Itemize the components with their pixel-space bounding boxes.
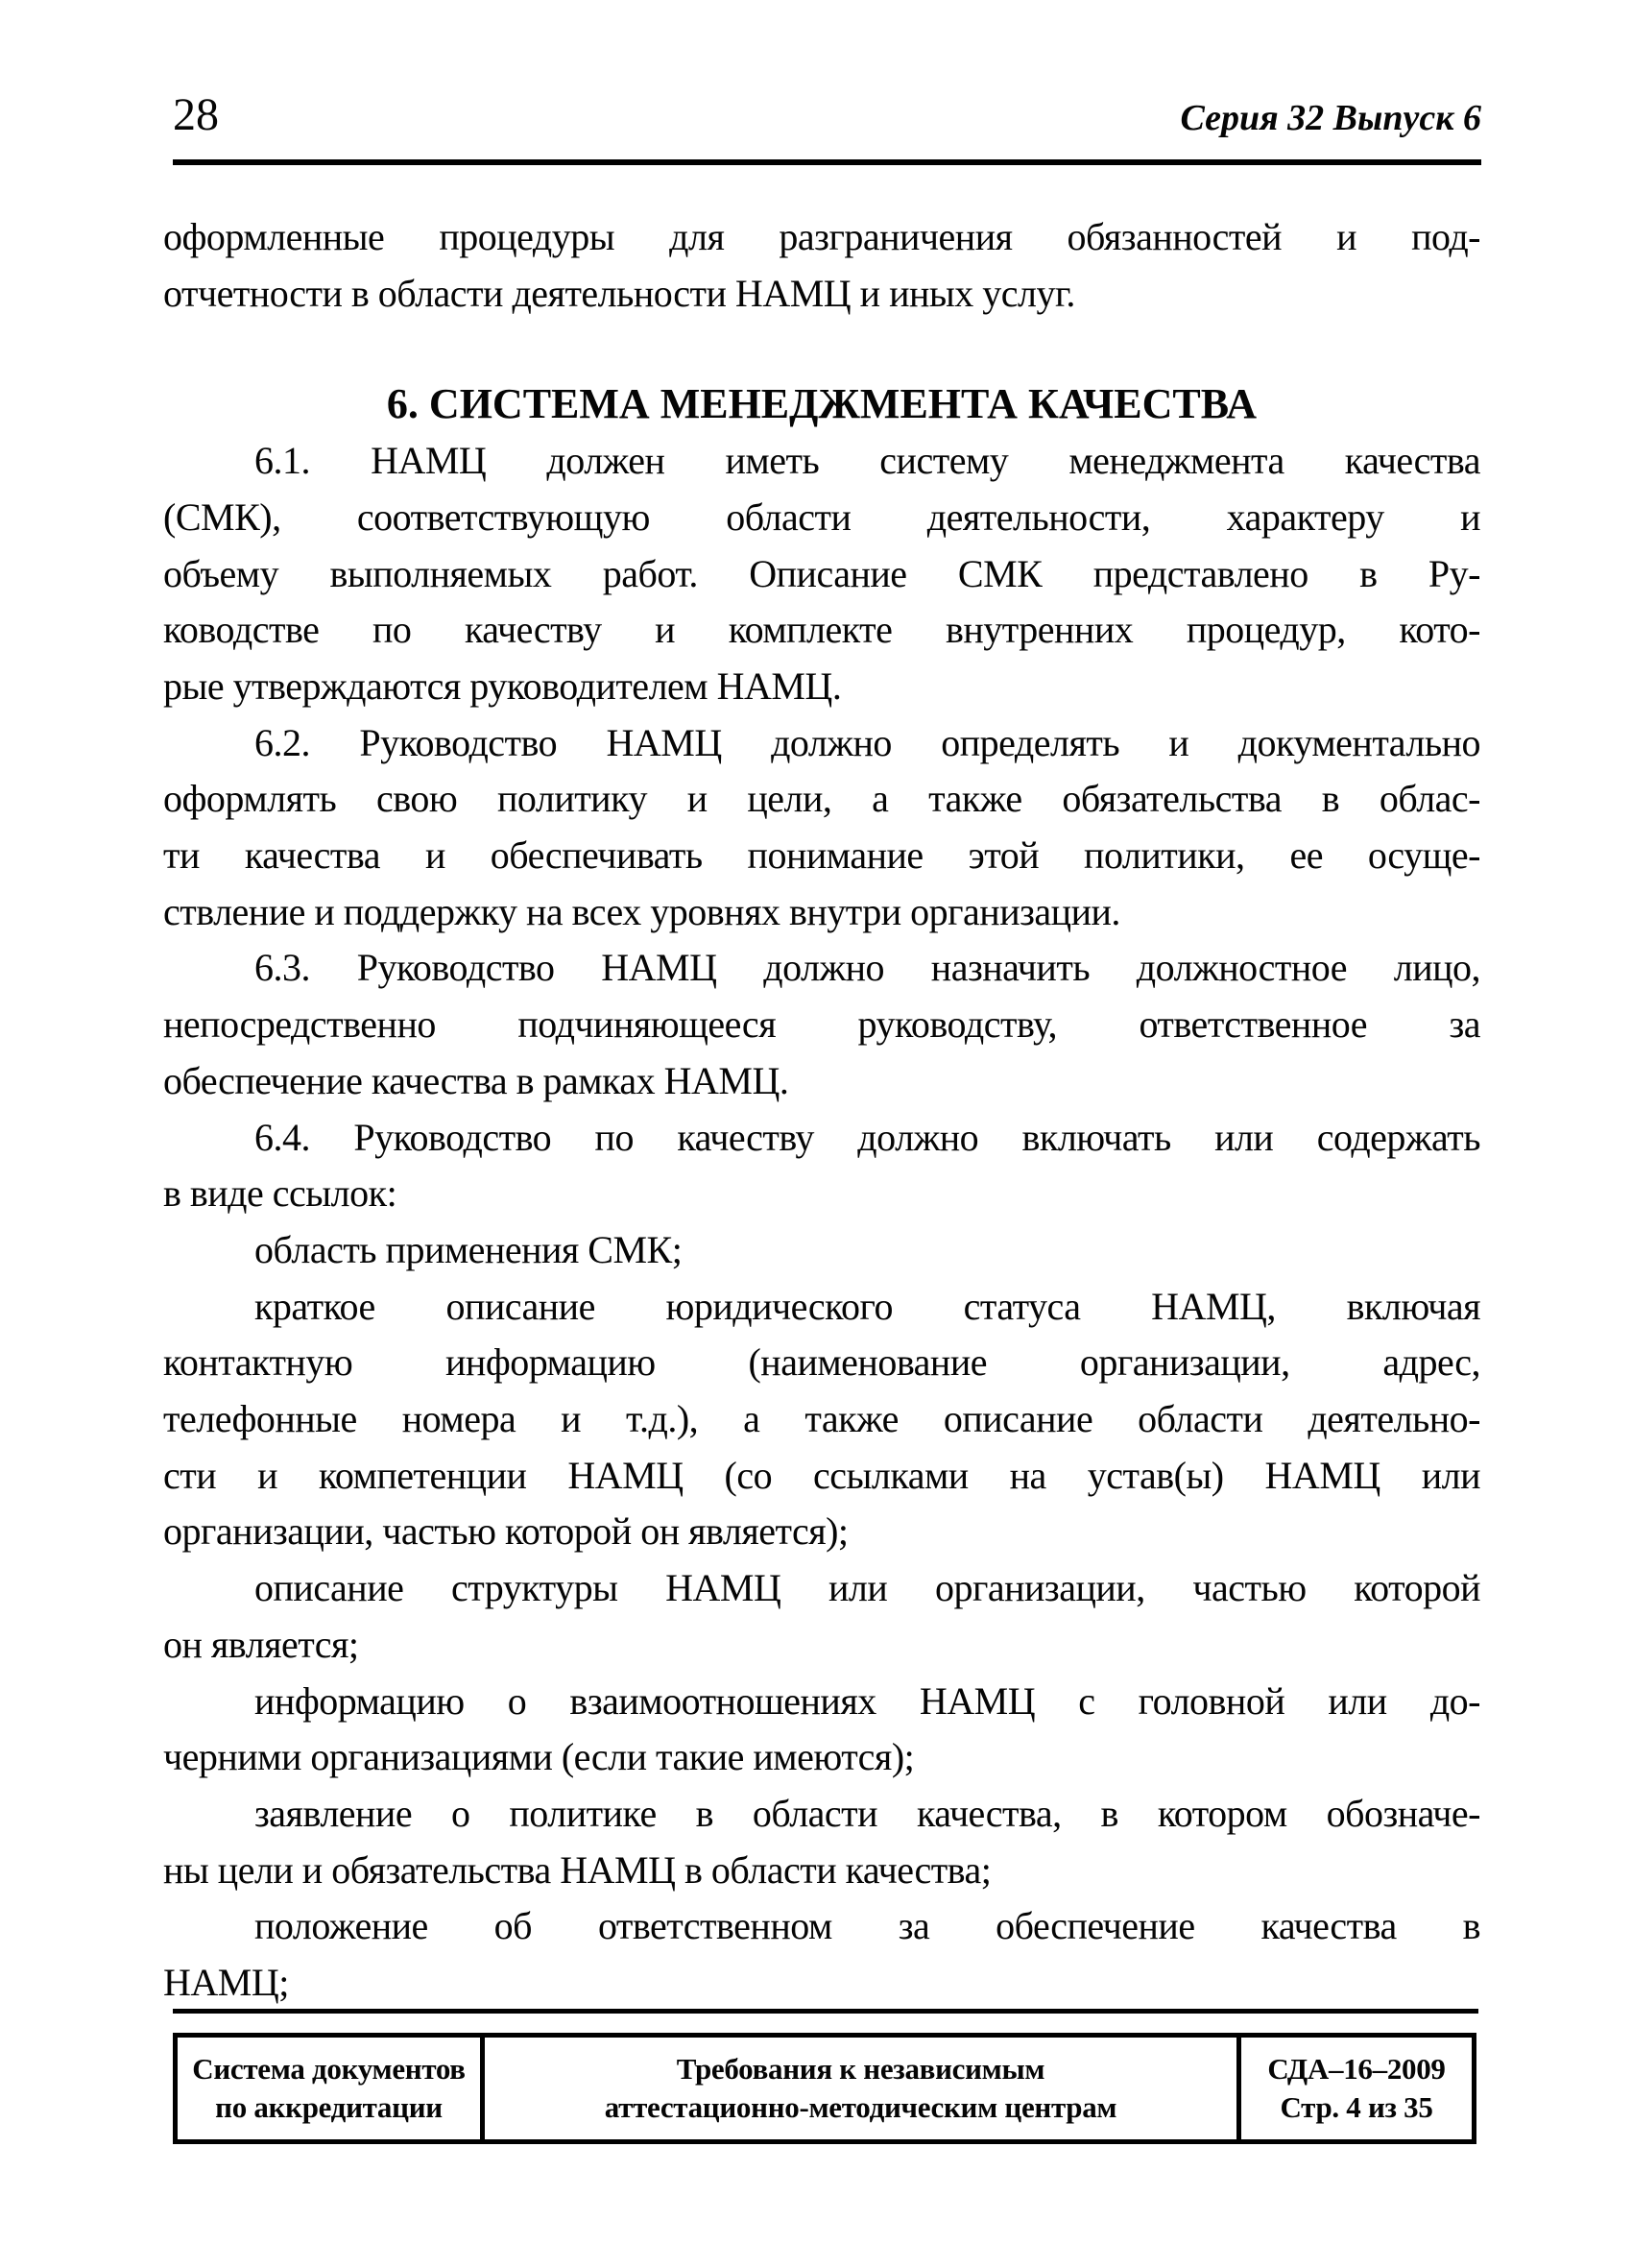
body-line: область применения СМК; xyxy=(254,1227,683,1271)
footer-cell-line: Система документов xyxy=(192,2052,466,2086)
body-line: телефонные номера и т.д.), а также описание области деятельно- xyxy=(163,1397,1480,1441)
body-line: непосредственно подчиняющееся руководству, ответственное за xyxy=(163,1002,1480,1047)
body-line: организации, частью которой он является); xyxy=(163,1509,849,1554)
body-line: ствление и поддержку на всех уровнях внутри организации. xyxy=(163,889,1120,933)
body-line: 6.3. Руководство НАМЦ должно назначить должностное лицо, xyxy=(254,946,1480,990)
body-line: оформленные процедуры для разграничения обязанностей и под- xyxy=(163,215,1480,258)
footer-cell-line: СДА–16–2009 xyxy=(1267,2052,1446,2086)
footer-cell-line: аттестационно-методическим центрам xyxy=(604,2090,1117,2124)
body-line: черними организациями (если такие имеются); xyxy=(163,1735,915,1779)
header-series-label: Серия 32 Выпуск 6 xyxy=(1180,98,1481,138)
body-line: краткое описание юридического статуса НАМЦ, включая xyxy=(254,1284,1480,1328)
body-line: объему выполняемых работ. Описание СМК представлено в Ру- xyxy=(163,551,1480,595)
footer-cell-doc-title xyxy=(485,2038,1241,2139)
body-line: сти и компетенции НАМЦ (со ссылками на устав(ы) НАМЦ или xyxy=(163,1453,1480,1497)
footer-rule xyxy=(173,2009,1478,2014)
body-line: информацию о взаимоотношениях НАМЦ с головной или до- xyxy=(254,1678,1480,1723)
body-line: ны цели и обязательства НАМЦ в области качества; xyxy=(163,1847,992,1892)
body-line: обеспечение качества в рамках НАМЦ. xyxy=(163,1058,789,1102)
body-line: он является; xyxy=(163,1622,359,1666)
footer-table xyxy=(173,2033,1476,2144)
body-line: 6.4. Руководство по качеству должно включать или содержать xyxy=(254,1115,1480,1159)
page-number: 28 xyxy=(173,89,219,140)
body-line: 6.1. НАМЦ должен иметь систему менеджмента качества xyxy=(254,439,1480,483)
footer-cell-line: Стр. 4 из 35 xyxy=(1280,2090,1433,2124)
section-heading: 6. СИСТЕМА МЕНЕДЖМЕНТА КАЧЕСТВА xyxy=(386,380,1258,428)
body-line: положение об ответственном за обеспечение качества в xyxy=(254,1904,1480,1948)
body-line: ти качества и обеспечивать понимание этой политики, ее осуще- xyxy=(163,833,1480,878)
body-line: 6.2. Руководство НАМЦ должно определять и документально xyxy=(254,720,1480,764)
body-line: (СМК), соответствующую области деятельности, характеру и xyxy=(163,495,1480,539)
body-line: НАМЦ; xyxy=(163,1961,289,2005)
body-line: ководстве по качеству и комплекте внутренних процедур, кото- xyxy=(163,608,1480,652)
footer-cell-line: Требования к независимым xyxy=(676,2052,1045,2086)
body-line: контактную информацию (наименование организации, адрес, xyxy=(163,1340,1480,1385)
header-rule xyxy=(173,159,1481,165)
body-text xyxy=(163,209,1480,2012)
body-line: рые утверждаются руководителем НАМЦ. xyxy=(163,664,842,708)
footer-cell-line: по аккредитации xyxy=(215,2090,443,2124)
page-header xyxy=(173,89,1481,140)
body-line: отчетности в области деятельности НАМЦ и иных услуг. xyxy=(163,271,1075,315)
body-line: в виде ссылок: xyxy=(163,1171,397,1216)
body-line: описание структуры НАМЦ или организации, частью которой xyxy=(254,1566,1480,1610)
body-line: оформлять свою политику и цели, а также обязательства в облас- xyxy=(163,777,1480,821)
footer-cell-doc-code xyxy=(1241,2038,1472,2139)
footer-cell-doc-system xyxy=(178,2038,485,2139)
body-line: заявление о политике в области качества, в котором обозначе- xyxy=(254,1791,1480,1835)
